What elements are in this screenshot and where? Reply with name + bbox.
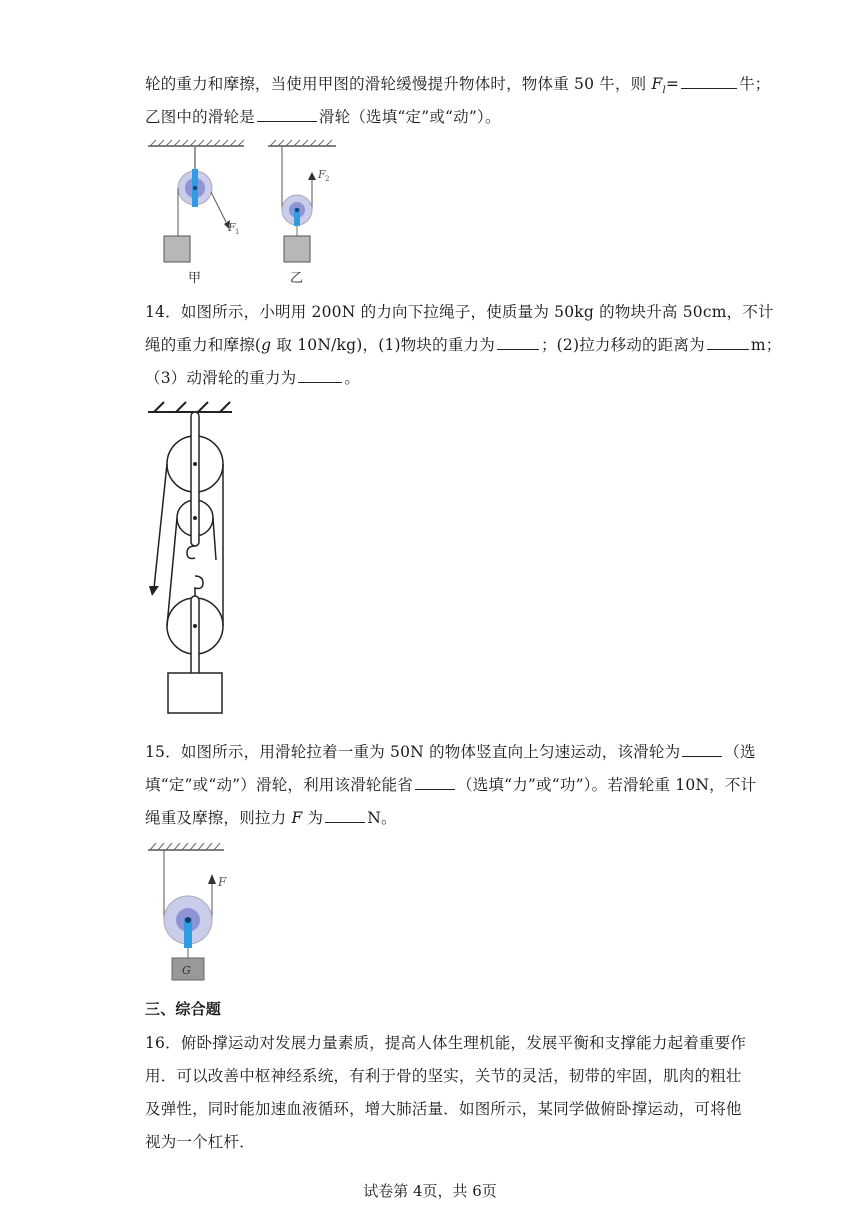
- q16-line-2: 用．可以改善中枢神经系统，有利于骨的坚实，关节的灵活，韧带的牢固，肌肉的粗壮: [145, 1067, 742, 1085]
- q15-text-1a: 15．如图所示，用滑轮拉着一重为 50N 的物体竖直向上匀速运动，该滑轮为: [145, 743, 681, 761]
- q14-hook-lower: [195, 576, 203, 596]
- q15-line-2: [145, 773, 756, 795]
- q14-text-3a: （3）动滑轮的重力为: [145, 369, 297, 387]
- q15-ceiling: [148, 843, 224, 850]
- q14-ceiling: [148, 402, 232, 412]
- q13-text-1: 轮的重力和摩擦，当使用甲图的滑轮缓慢提升物体时，物体重 50 牛，则: [145, 75, 652, 93]
- q15-blank-2[interactable]: [415, 774, 455, 790]
- q13-figure: [140, 136, 340, 286]
- q16-line-1: 16．俯卧撑运动对发展力量素质，提高人体生理机能，发展平衡和支撑能力起着重要作: [145, 1034, 747, 1052]
- q16-line-4: 视为一个杠杆．: [145, 1133, 255, 1151]
- q14-arrow: [149, 586, 159, 596]
- q13-f1-label: F: [228, 221, 236, 234]
- q14-blank-1[interactable]: [497, 334, 539, 350]
- q13-ceiling-left: [148, 140, 244, 146]
- q13-var-sub: l: [662, 85, 666, 97]
- q14-line-2: [145, 333, 781, 355]
- q15-figure: [140, 838, 240, 983]
- q14-frame-top: [191, 412, 199, 546]
- q14-ropes: [154, 464, 223, 626]
- q13-f2-label: F: [318, 168, 326, 181]
- q15-text-3a: 绳重及摩擦，则拉力: [145, 809, 292, 827]
- page-footer: 试卷第 4页，共 6页: [363, 1182, 497, 1200]
- q15-line-1: [145, 740, 756, 762]
- q15-line-3: [145, 806, 397, 828]
- q14-line-1: 14．如图所示，小明用 200N 的力向下拉绳子，使质量为 50kg 的物块升高 50cm，不计: [145, 303, 774, 321]
- q13-weight-left: [164, 236, 190, 262]
- q15-var-f: F: [291, 809, 303, 827]
- q13-text-2: 乙图中的滑轮是: [145, 108, 255, 126]
- q15-g-label: G: [182, 964, 191, 977]
- q14-text-3b: 。: [344, 369, 361, 387]
- q15-text-3b: 为: [302, 809, 324, 827]
- q13-label-jia: 甲: [188, 271, 202, 286]
- q14-text-2d: m；: [750, 336, 782, 354]
- q13-blank-2[interactable]: [257, 106, 317, 122]
- q13-blank-1[interactable]: [681, 73, 737, 89]
- q14-frame-bottom: [191, 596, 199, 676]
- q16-line-3: 及弹性，同时能加速血液循环，增大肺活量．如图所示，某同学做俯卧撑运动，可将他: [145, 1100, 742, 1118]
- q13-movable-pulley: [282, 146, 316, 236]
- q14-figure: [140, 400, 250, 720]
- q13-text-2-post: 滑轮（选填“定”或“动”）。: [318, 108, 501, 126]
- q14-hook-upper: [187, 546, 195, 558]
- q15-text-2a: 填“定”或“动”）滑轮，利用该滑轮能省: [145, 776, 413, 794]
- section-heading: 三、综合题: [145, 1000, 222, 1018]
- q13-f2-sub: 2: [325, 175, 330, 183]
- q14-text-2a: 绳的重力和摩擦(: [145, 336, 262, 354]
- q13-text-1-post: 牛；: [739, 75, 771, 93]
- q14-blank-3[interactable]: [298, 367, 342, 383]
- q15-blank-1[interactable]: [682, 741, 722, 757]
- q13-var-f: F: [651, 75, 663, 93]
- q15-blank-3[interactable]: [325, 807, 365, 823]
- q15-text-2b: （选填“力”或“功”）。若滑轮重 10N，不计: [457, 776, 757, 794]
- q13-line-2: [145, 105, 501, 127]
- q13-f1-sub: 1: [235, 228, 240, 236]
- q14-text-2b: 取 10N/kg)，(1)物块的重力为: [271, 336, 495, 354]
- q14-text-2c: ；(2)拉力移动的距离为: [540, 336, 705, 354]
- q14-blank-2[interactable]: [707, 334, 749, 350]
- q14-var-g: g: [261, 336, 272, 354]
- q15-pulley: [164, 850, 216, 958]
- q13-fixed-pulley: [178, 146, 230, 236]
- q13-label-yi: 乙: [290, 271, 304, 286]
- q13-weight-right: [284, 236, 310, 262]
- q14-line-3: [145, 366, 360, 388]
- q15-f-label: F: [218, 875, 227, 889]
- q14-block: [168, 673, 222, 713]
- q13-eq: =: [665, 75, 680, 93]
- q13-ceiling-right: [268, 140, 336, 146]
- q13-line-1: [145, 72, 770, 96]
- q15-text-3c: N。: [367, 809, 397, 827]
- q15-text-1b: （选: [724, 743, 756, 761]
